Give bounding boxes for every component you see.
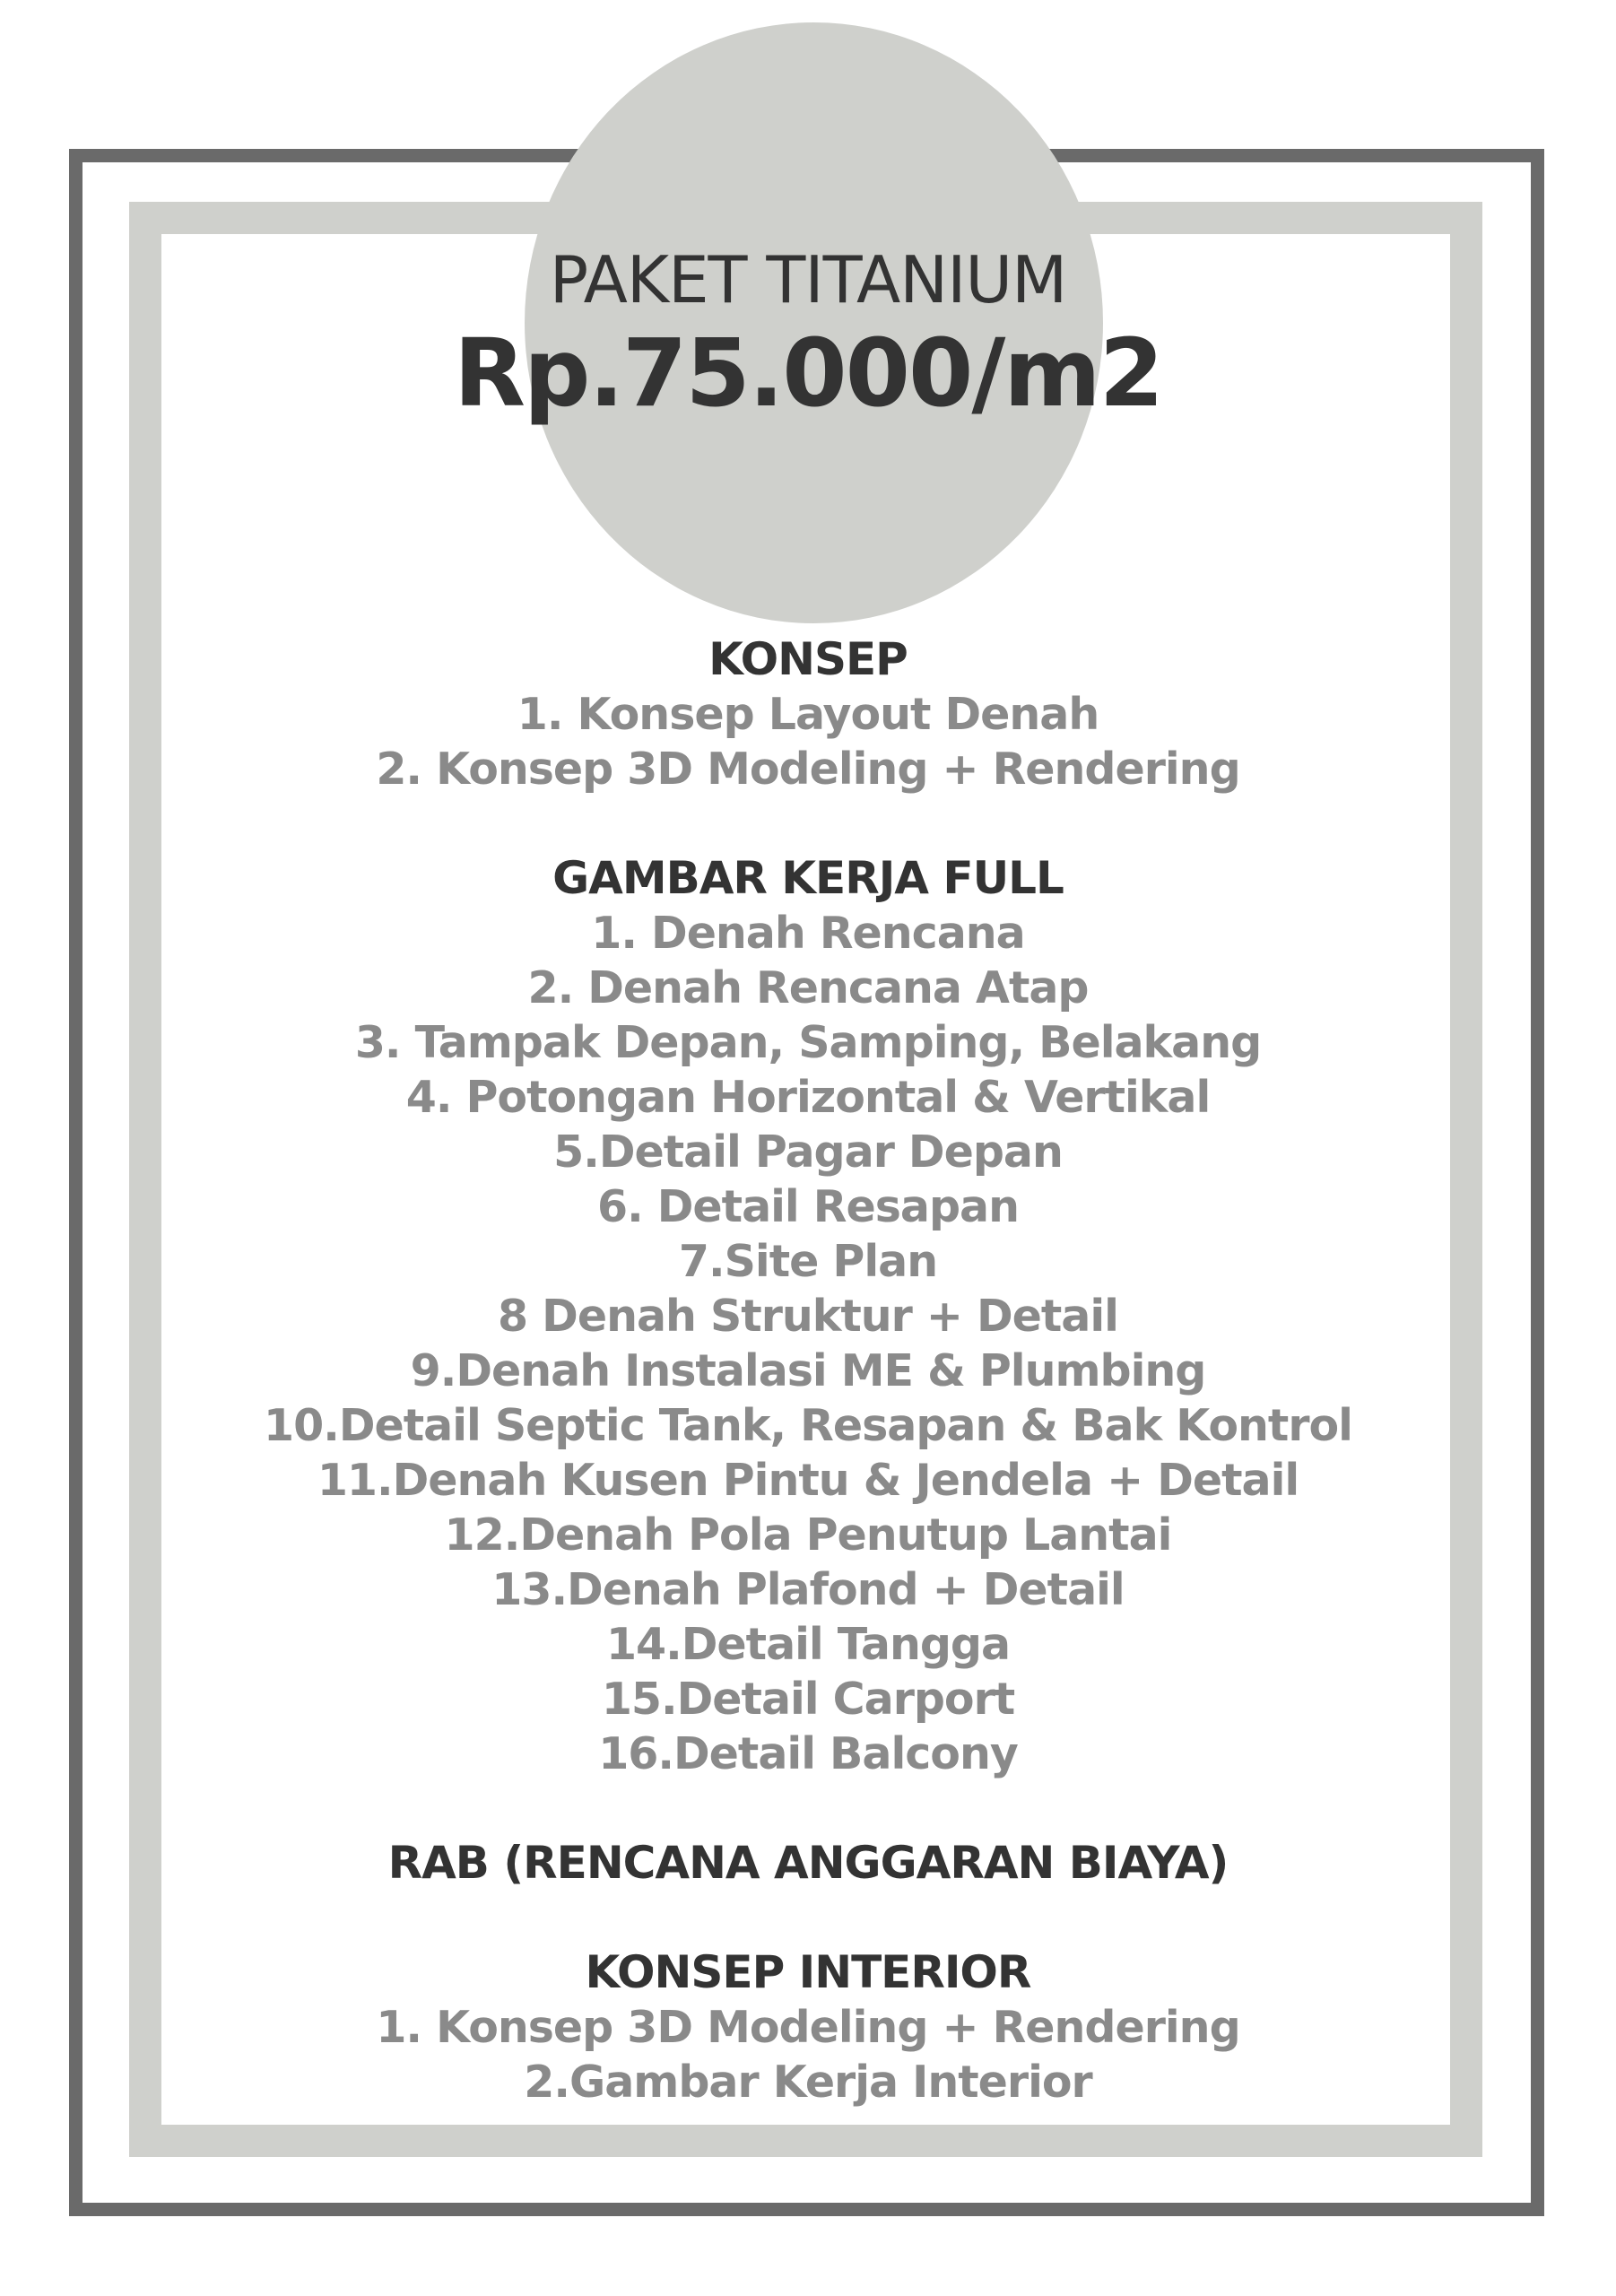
list-item: 8 Denah Struktur + Detail <box>498 1291 1118 1342</box>
section-heading-konsep-interior: KONSEP INTERIOR <box>585 1946 1031 1998</box>
list-item: 2. Konsep 3D Modeling + Rendering <box>376 744 1240 795</box>
section-spacer <box>0 796 1616 851</box>
list-item: 1. Konsep Layout Denah <box>517 689 1099 740</box>
list-item: 16.Detail Balcony <box>598 1728 1018 1779</box>
list-item: 3. Tampak Depan, Samping, Belakang <box>354 1017 1262 1068</box>
package-name: PAKET TITANIUM <box>549 242 1067 317</box>
section-spacer <box>0 1781 1616 1836</box>
list-item: 14.Detail Tangga <box>605 1619 1011 1670</box>
section-heading-gambar-kerja: GAMBAR KERJA FULL <box>552 852 1064 904</box>
list-item: 2. Denah Rencana Atap <box>527 962 1089 1013</box>
list-item: 2.Gambar Kerja Interior <box>524 2057 1092 2108</box>
list-item: 4. Potongan Horizontal & Vertikal <box>405 1072 1211 1123</box>
section-heading-rab: RAB (RENCANA ANGGARAN BIAYA) <box>387 1837 1229 1889</box>
section-spacer <box>0 1891 1616 1945</box>
list-item: 15.Detail Carport <box>601 1674 1015 1725</box>
list-item: 5.Detail Pagar Depan <box>553 1126 1063 1178</box>
list-item: 9.Denah Instalasi ME & Plumbing <box>410 1345 1206 1396</box>
list-item: 1. Denah Rencana <box>591 908 1025 959</box>
list-item: 12.Denah Pola Penutup Lantai <box>444 1509 1172 1561</box>
list-item: 6. Detail Resapan <box>596 1181 1020 1232</box>
list-item: 10.Detail Septic Tank, Resapan & Bak Kontrol <box>264 1400 1352 1451</box>
section-heading-konsep: KONSEP <box>708 633 908 685</box>
package-price: Rp.75.000/m2 <box>453 318 1163 428</box>
list-item: 13.Denah Plafond + Detail <box>491 1564 1125 1615</box>
package-contents <box>0 632 1616 2109</box>
list-item: 7.Site Plan <box>678 1236 938 1287</box>
list-item: 11.Denah Kusen Pintu & Jendela + Detail <box>317 1455 1299 1506</box>
list-item: 1. Konsep 3D Modeling + Rendering <box>376 2002 1240 2053</box>
